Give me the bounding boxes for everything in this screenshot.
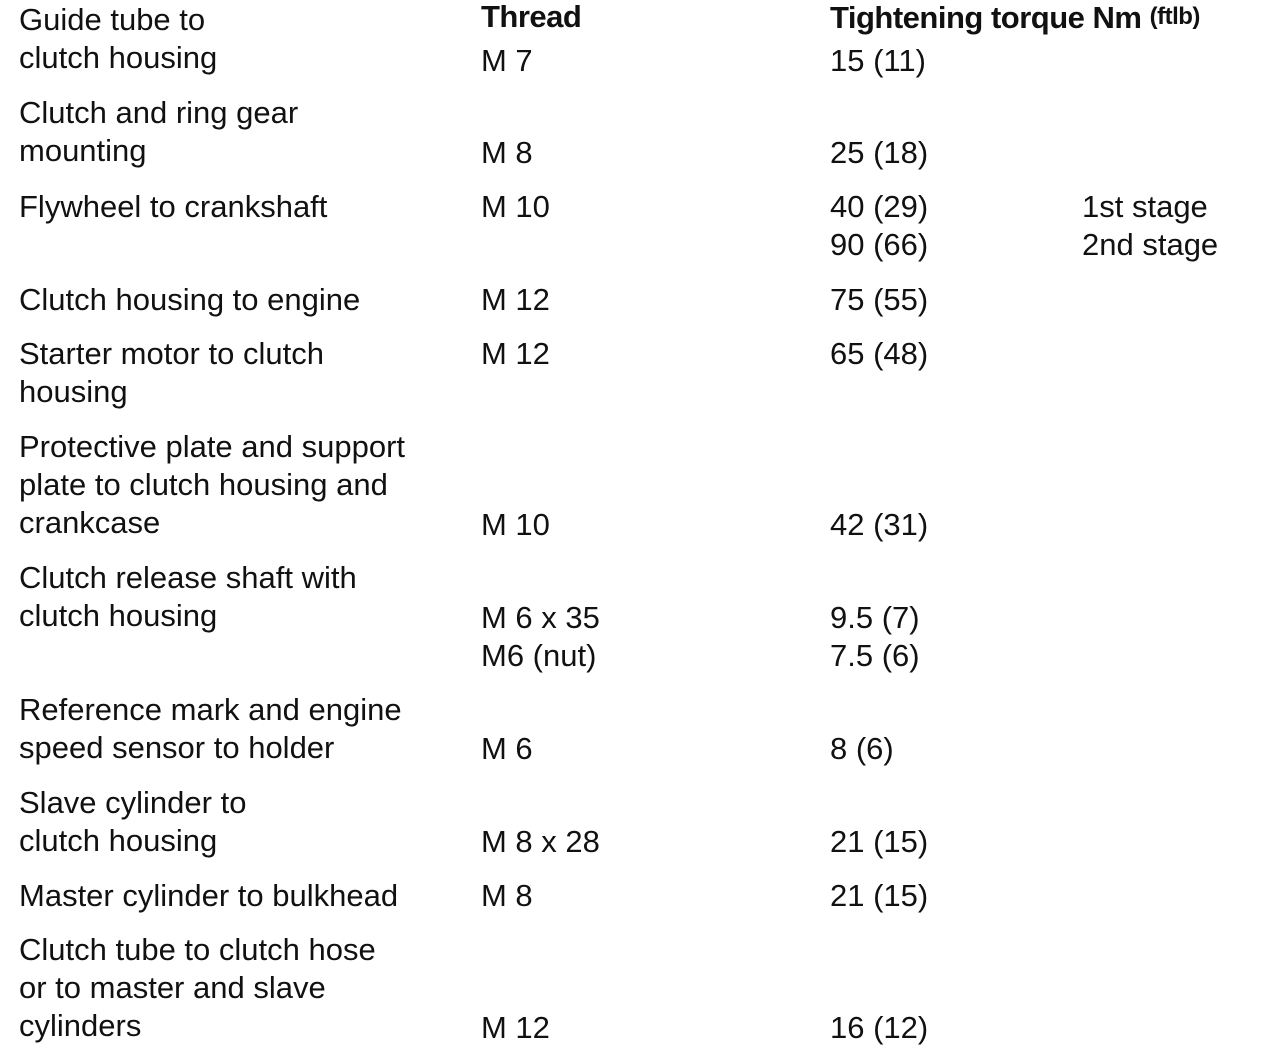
row-thread: M 6	[481, 731, 533, 766]
row-thread: M 6 x 35 M6 (nut)	[481, 600, 600, 673]
header-torque	[830, 0, 1260, 37]
row-torque: 65 (48)	[830, 336, 929, 371]
row-torque: 9.5 (7) 7.5 (6)	[830, 600, 920, 673]
row-torque: 40 (29) 90 (66)	[830, 189, 929, 262]
row-torque: 42 (31)	[830, 507, 929, 542]
row-thread: M 8 x 28	[481, 824, 600, 859]
row-thread: M 7	[481, 43, 533, 78]
row-thread: M 10	[481, 507, 550, 542]
row-torque: 15 (11)	[830, 43, 926, 78]
header-torque-label: Tightening torque Nm	[830, 0, 1142, 35]
row-torque: 21 (15)	[830, 878, 929, 913]
row-thread: M 8	[481, 135, 533, 170]
row-thread: M 12	[481, 282, 550, 317]
row-torque: 21 (15)	[830, 824, 929, 859]
row-thread: M 12	[481, 1010, 550, 1045]
row-description: Protective plate and support plate to clutch housing and crankcase	[19, 429, 406, 540]
row-description: Master cylinder to bulkhead	[19, 878, 399, 913]
row-description: Clutch tube to clutch hose or to master and slave cylinders	[19, 932, 376, 1043]
row-thread: M 8	[481, 878, 533, 913]
row-torque: 25 (18)	[830, 135, 929, 170]
row-description: Clutch housing to engine	[19, 282, 361, 317]
row-description: Reference mark and engine speed sensor to holder	[19, 692, 402, 765]
row-description: Slave cylinder to clutch housing	[19, 785, 247, 858]
row-thread: M 10	[481, 189, 550, 224]
header-thread: Thread	[481, 0, 582, 34]
row-description: Clutch release shaft with clutch housing	[19, 560, 357, 633]
row-description: Guide tube to clutch housing	[19, 2, 218, 75]
row-stage: 1st stage 2nd stage	[1082, 189, 1219, 262]
row-torque: 75 (55)	[830, 282, 929, 317]
row-description: Flywheel to crankshaft	[19, 189, 328, 224]
row-description: Clutch and ring gear mounting	[19, 95, 299, 168]
row-thread: M 12	[481, 336, 550, 371]
header-torque-unit: (ftlb)	[1149, 3, 1200, 30]
row-torque: 8 (6)	[830, 731, 894, 766]
row-description: Starter motor to clutch housing	[19, 336, 324, 409]
row-torque: 16 (12)	[830, 1010, 929, 1045]
